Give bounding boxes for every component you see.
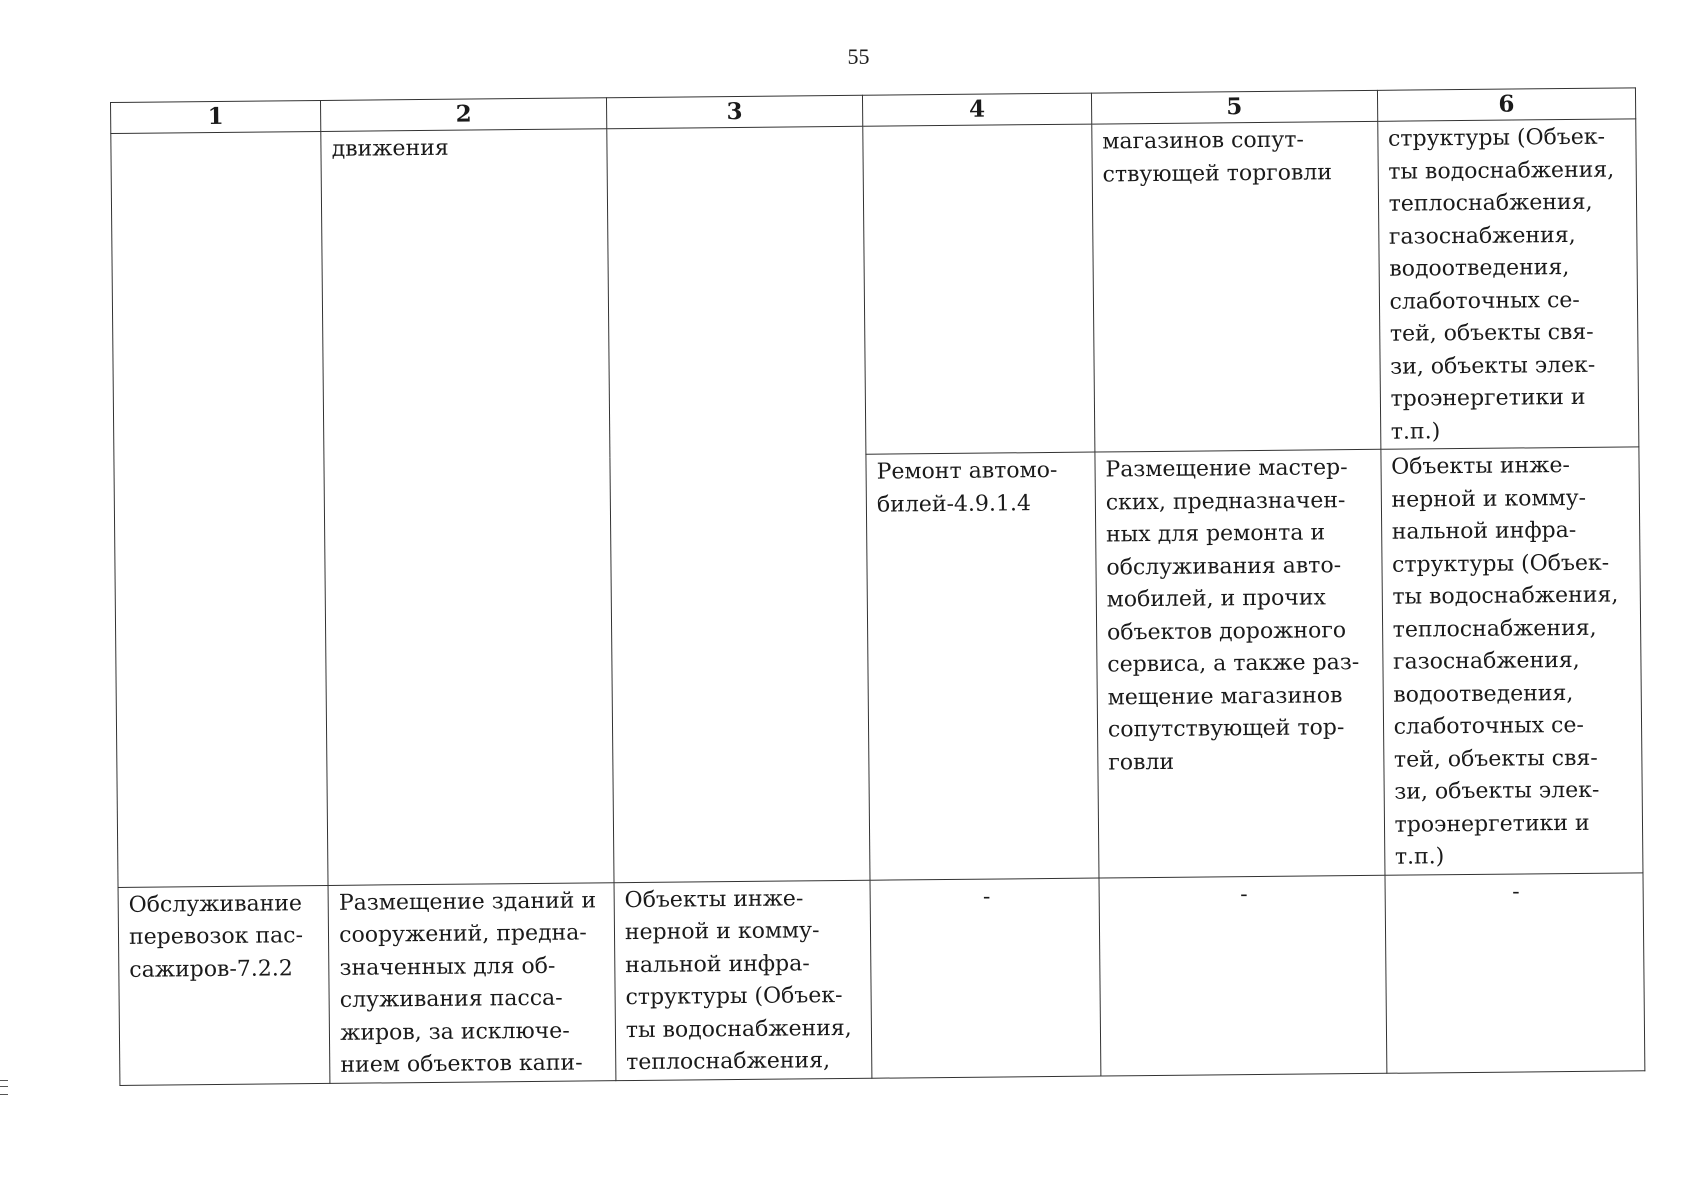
cell-text [121,134,314,136]
table-cell [1095,449,1385,877]
scan-edge-mark [0,1094,8,1095]
cell-text [617,129,856,131]
cell-text: Размещение зданий и сооружений, предна- значенных для об- служивания пасса- жиров, за исключе- нием объектов капи- [338,887,597,1078]
zoning-table [110,87,1645,1085]
table-cell [870,878,1101,1078]
table-cell [1377,119,1639,449]
column-header-5: 5 [1091,90,1377,124]
table-cell [1380,447,1642,875]
column-header-6: 6 [1377,88,1636,121]
table-cell [328,882,616,1083]
table-cell [1099,875,1387,1076]
cell-text: Обслуживание перевозок пас- сажиров-7.2.2 [128,890,304,983]
cell-text: Объекты инже- нерной и комму- нальной инфра- структуры (Объек- ты водоснабжения, теплоснабжения, газоснабжения, водоотведения, слаботочных се- тей, объекты свя- зи, объекты элек- троэнергетики и т.п.) [1391,453,1619,870]
table-cell [321,129,614,885]
cell-text [873,127,1085,129]
cell-text: Ремонт автомо- билей-4.9.1.4 [876,457,1058,518]
cell-text: Объекты инже- нерной и комму- нальной инфра- структуры (Объек- ты водоснабжения, теплоснабжения, [624,885,852,1076]
table-cell [863,124,1095,454]
cell-text: - [1240,881,1248,907]
table-row [111,119,1639,462]
column-header-2: 2 [321,98,607,132]
column-header-4: 4 [863,93,1092,126]
cell-text: - [1512,879,1520,905]
table-cell [866,452,1099,880]
table-cell [118,885,330,1085]
column-header-1: 1 [111,100,321,133]
scan-edge-mark [0,1080,8,1087]
cell-text: магазинов сопут- ствующей торговли [1102,127,1333,187]
cell-text: структуры (Объек- ты водоснабжения, теплоснабжения, газоснабжения, водоотведения, слаботочных се- тей, объекты свя- зи, объекты элек- троэнергетики и т.п.) [1387,124,1615,445]
cell-text: Размещение мастер- ских, предназначен- ных для ремонта и обслуживания авто- мобилей, и прочих объектов дорожного сервиса, а также раз- мещение магазинов сопутствующей тор- говли [1105,455,1360,775]
column-header-3: 3 [606,95,862,128]
table-cell [1092,121,1381,452]
cell-text: - [982,884,991,910]
table-cell [111,131,328,886]
table-cell [1385,872,1645,1072]
page-number: 55 [847,44,870,69]
table-cell [607,126,870,882]
table-cell [614,880,872,1080]
cell-text: движения [331,135,449,162]
table-row [118,872,1645,1085]
